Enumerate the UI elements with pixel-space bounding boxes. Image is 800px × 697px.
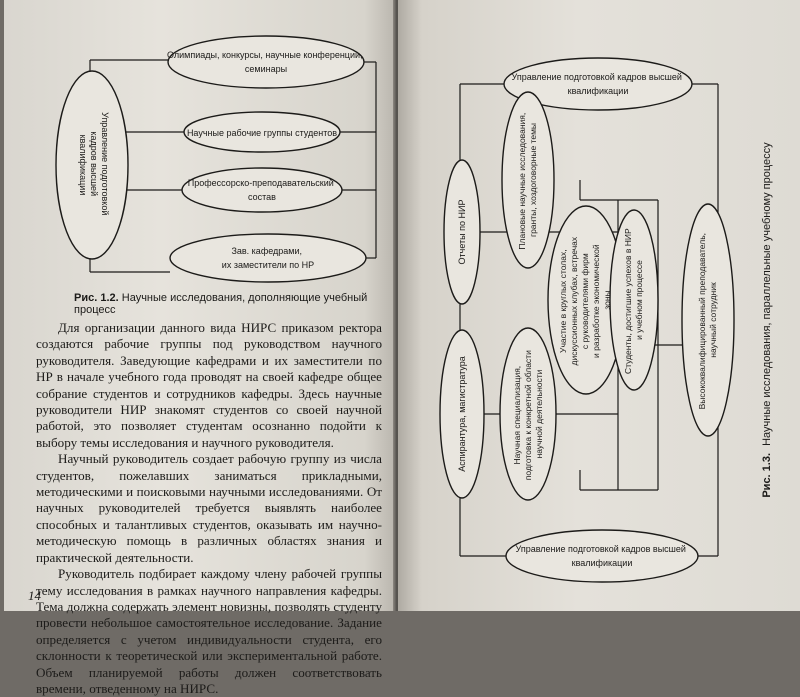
node-successful-students-label: Студенты, достигшие успехов в НИР и учебном процессе [623, 228, 644, 375]
node-management-bottom [506, 530, 698, 582]
figure-caption-1-3 [761, 142, 773, 498]
node-olympiads-label: Олимпиады, конкурсы, научные конференции, семинары [166, 50, 363, 74]
paragraph: Руководитель подбирает каждому члену рабочей группы тему исследования в рамках научного направления кафедры. Тема должна содержать элемент новизны, позволять студенту провести небольшое самостоятельное исследование. Задание определяется с учетом индивидуальности студента, его склонности к теоретической или экспериментальной работе. Объем планируемой работы должен соответствовать времени, отведенному на НИРС. [36, 566, 382, 696]
figure-1-2 [4, 0, 396, 292]
page-number: 14 [28, 588, 41, 603]
caption-text: Научные исследования, дополняющие учебный процесс [74, 292, 368, 316]
node-management-top-label: Управление подготовкой кадров высшей квалификации [511, 72, 682, 96]
figure-caption-1-2 [74, 292, 374, 316]
paragraph: Для организации данного вида НИРС приказом ректора создаются рабочие группы под руководством научного руководителя. Заведующие кафедрами и их заместители по НР в начале учебного года проводят на своей кафедре общее собрание студентов и сотрудников кафедры. Здесь научные руководители НИР знакомят студентов со своей научной работой, это позволяет студентам осознанно подойти к выбору темы исследования и научного руководителя. [36, 320, 382, 450]
node-teaching-staff [182, 168, 342, 212]
node-olympiads [168, 36, 364, 88]
right-page [398, 0, 800, 611]
figure-1-3 [398, 0, 800, 611]
node-department-heads [170, 234, 366, 282]
caption-label: Рис. 1.2. [74, 292, 119, 304]
node-management-bottom-label: Управление подготовкой кадров высшей квалификации [515, 544, 686, 568]
node-teaching-staff-label: Профессорско-преподавательский состав [187, 178, 334, 202]
node-reports-label: Отчеты по НИР [457, 199, 467, 265]
paragraph: Научный руководитель создает рабочую группу из числа студентов, пожелавших заниматься прикладными, методическими и поисковыми научными исследованиями. От научных руководителей требуется выявлять наиболее способных и талантливых студентов, оказывать им научно-методическую помощь в различных областях знания и практической деятельности. [36, 451, 382, 565]
node-round-tables-label: Участие в круглых столах, дискуссионных клубах, встречах с руководителями фирм и разработке экономической зоны [558, 236, 612, 366]
node-planned-research-label: Плановые научные исследования, гранты, хоздоговорные темы [517, 112, 538, 250]
node-department-heads-label: Зав. кафедрами, их заместители по НР [221, 246, 315, 270]
node-specialization-label: Научная специализация, подготовка к конкретной области научной деятельности [512, 350, 544, 481]
node-qualified-teacher-label: Высококвалифицированный преподаватель, научный сотрудник [697, 233, 718, 410]
side-label: Управление подготовкой кадров высшей квалификации [78, 112, 110, 216]
node-postgraduate-label: Аспирантура, магистратура [457, 356, 467, 472]
node-student-groups-label: Научные рабочие группы студентов [186, 128, 338, 138]
caption-label: Рис. 1.3. [761, 452, 773, 498]
left-page [4, 0, 396, 696]
body-text [36, 320, 382, 697]
caption-text: Научные исследования, параллельные учебному процессу [761, 142, 773, 446]
